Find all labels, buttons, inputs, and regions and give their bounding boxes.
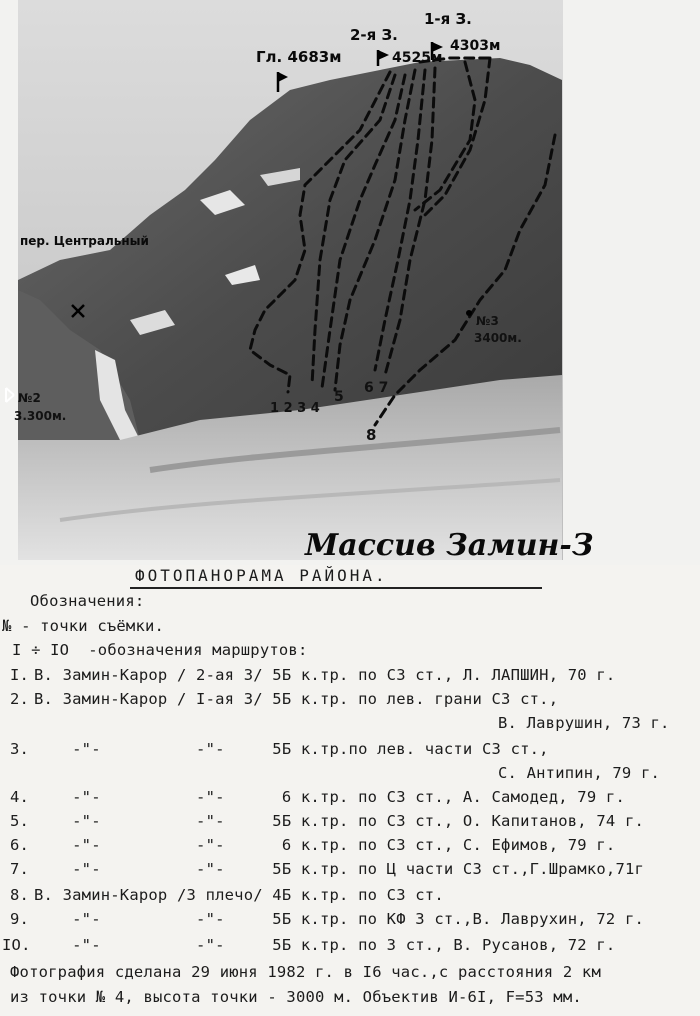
route-entry: -"- -"- 6 к.тр. по СЗ ст., А. Самодед, 79 г. [34,788,625,806]
route-entry: -"- -"- 5Б к.тр. по КФ З ст.,В. Лаврухин, 72 г. [34,910,645,928]
route-entry: -"- -"- 5Б к.тр. по СЗ ст., О. Капитанов, 74 г. [34,812,645,830]
peak2-number: 2-я З. [350,26,398,44]
route-number: 4. [10,788,30,806]
route-entry: -"- -"- 5Б к.тр.по лев. части СЗ ст., [34,740,549,758]
photo-note: Фотография сделана 29 июня 1982 г. в I6 час.,с расстояния 2 км [10,963,601,981]
route-number: 6. [10,836,30,854]
route-number: IO. [2,936,31,954]
legend-routes: I ÷ IO -обозначения маршрутов: [12,641,308,659]
peak2-altitude: 4525м [392,50,443,66]
route-number: 3. [10,740,30,758]
route-number: 5. [10,812,30,830]
peak-main-label: Гл. 4683м [256,48,342,66]
point3-altitude: 3400м. [474,331,522,345]
title-underline [130,587,542,589]
route-number: 9. [10,910,30,928]
route-label-5: 5 [334,389,344,405]
route-entry: -"- -"- 5Б к.тр. по З ст., В. Русанов, 72 г. [34,936,616,954]
point3-number: №3 [476,314,499,328]
point2-number: №2 [18,391,41,405]
legend-heading: Обозначения: [30,592,145,610]
route-entry: -"- -"- 6 к.тр. по СЗ ст., С. Ефимов, 79 г. [34,836,616,854]
legend-points: № - точки съёмки. [2,617,165,635]
pass-label: пер. Центральный [20,234,149,248]
route-entry: -"- -"- 5Б к.тр. по Ц части СЗ ст.,Г.Шрамко,71г [34,860,645,878]
route-label-1234: 1 2 3 4 [270,401,320,416]
route-number: 2. [10,690,30,708]
route-number: 7. [10,860,30,878]
route-number: 8. [10,886,30,904]
photo-note: из точки № 4, высота точки - 3000 м. Объектив И-6I, F=53 мм. [10,988,582,1006]
route-label-8: 8 [366,426,377,444]
document-title: ФОТОПАНОРАМА РАЙОНА. [135,566,388,585]
photo-caption: Массив Замин-З [305,528,594,563]
route-entry: В. Замин-Карор / 2-ая З/ 5Б к.тр. по СЗ ст., Л. ЛАПШИН, 70 г. [34,666,616,684]
route-entry: В. Замин-Карор / I-ая З/ 5Б к.тр. по лев. грани СЗ ст., [34,690,559,708]
peak1-altitude: 4303м [450,38,501,54]
peak1-number: 1-я З. [424,10,472,28]
route-number: I. [10,666,30,684]
point2-altitude: 3.300м. [14,409,67,423]
route-entry: В. Замин-Карор /З плечо/ 4Б к.тр. по СЗ ст. [34,886,444,904]
point-marker-icon [466,310,472,316]
route-label-67: 6 7 [364,380,389,396]
route-entry-continuation: С. Антипин, 79 г. [498,764,661,782]
route-entry-continuation: В. Лаврушин, 73 г. [498,714,670,732]
typed-legend [0,566,700,1016]
